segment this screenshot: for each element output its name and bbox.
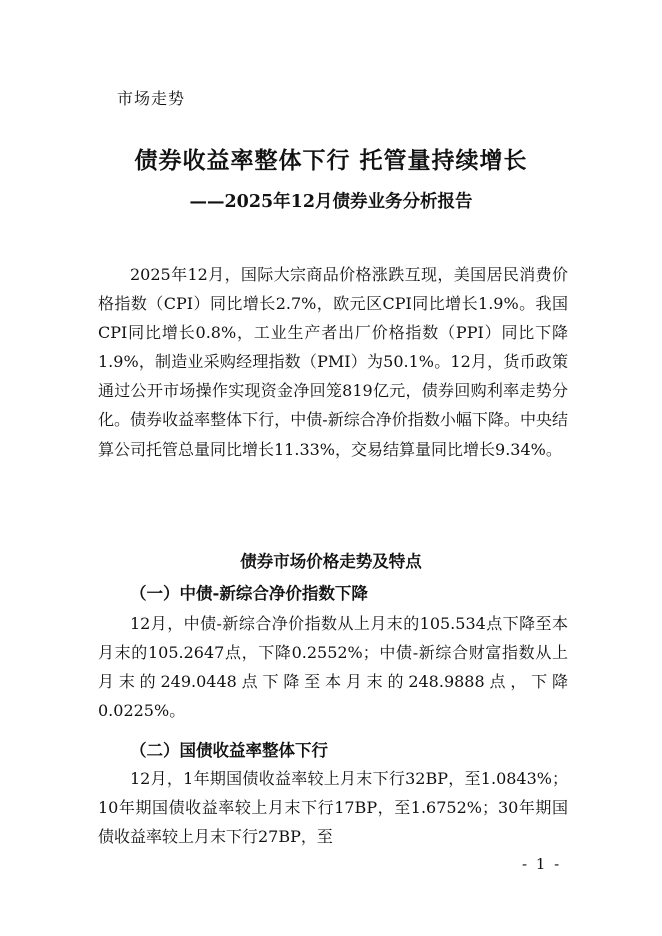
document-title: 债券收益率整体下行 托管量持续增长 xyxy=(134,147,528,174)
subsection-body-2: 12月，1年期国债收益率较上月末下行32BP，至1.0843%；10年期国债收益率较上月末下行17BP，至1.6752%；30年期国债收益率较上月末下行27BP，至 xyxy=(98,769,568,847)
page-number: - 1 - xyxy=(522,855,562,873)
section-heading: 债券市场价格走势及特点 xyxy=(240,552,422,571)
intro-paragraph: 2025年12月，国际大宗商品价格涨跌互现，美国居民消费价格指数（CPI）同比增长2.7%，欧元区CPI同比增长1.9%。我国CPI同比增长0.8%，工业生产者出厂价格指数（PPI）同比下降1.9%，制造业采购经理指数（PMI）为50.1%。12月，货币政策通过公开市场操作实现资金净回笼819亿元，债券回购利率走势分化。债券收益率整体下行，中债-新综合净价指数小幅下降。中央结算公司托管总量同比增长11.33%，交易结算量同比增长9.34%。 xyxy=(98,265,568,459)
subsection-heading-1: （一）中债-新综合净价指数下降 xyxy=(130,584,368,603)
subsection-body-1: 12月，中债-新综合净价指数从上月末的105.534点下降至本月末的105.2647点，下降0.2552%；中债-新综合财富指数从上月末的249.0448点下降至本月末的248.9888点，下降0.0225%。 xyxy=(98,614,568,721)
subsection-heading-2: （二）国债收益率整体下行 xyxy=(130,741,328,760)
document-subtitle: ——2025年12月债券业务分析报告 xyxy=(189,192,473,212)
section-tag: 市场走势 xyxy=(117,89,186,108)
